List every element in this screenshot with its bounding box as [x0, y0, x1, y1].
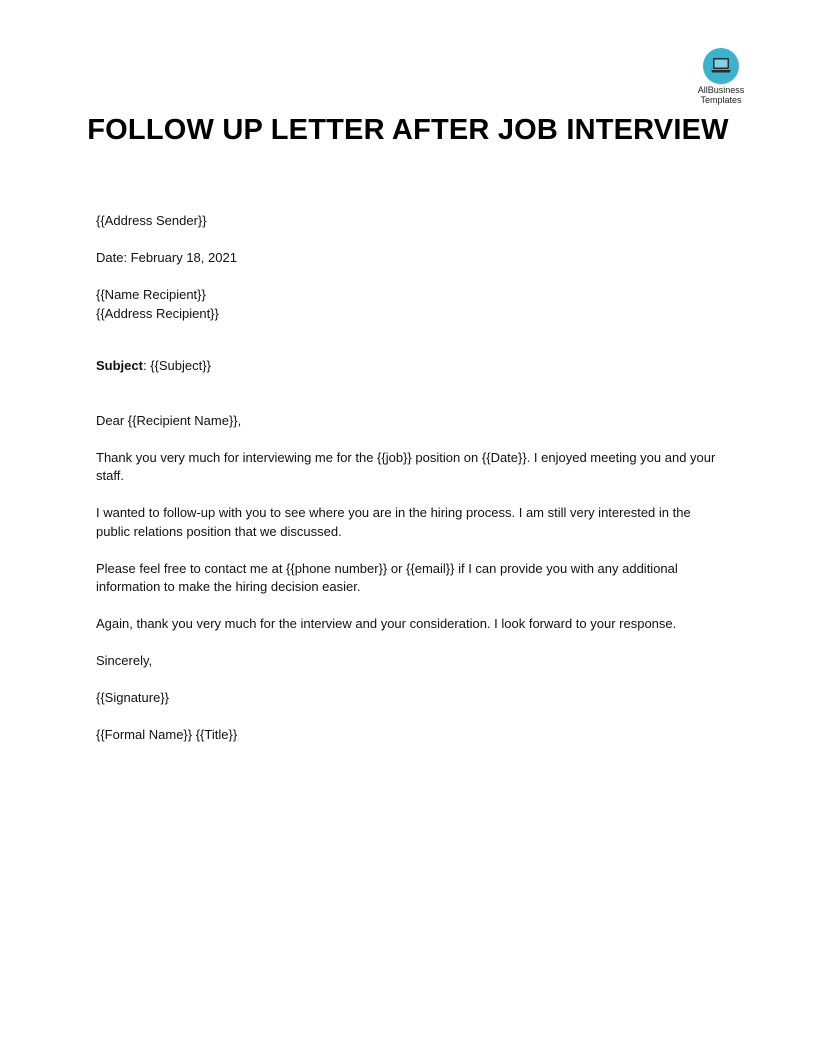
paragraph-4: Again, thank you very much for the interview and your consideration. I look forward to your response. [96, 616, 677, 631]
name-recipient: {{Name Recipient}} [96, 287, 206, 302]
address-recipient: {{Address Recipient}} [96, 305, 219, 321]
salutation: Dear {{Recipient Name}}, [96, 412, 242, 428]
letter-date: Date: February 18, 2021 [96, 250, 237, 265]
logo-text [690, 85, 752, 105]
document-title: FOLLOW UP LETTER AFTER JOB INTERVIEW [87, 114, 729, 146]
logo-text-line1: AllBusiness [697, 85, 745, 95]
paragraph-3: Please feel free to contact me at {{phone number}} or {{email}} if I can provide you with any additional information to make the hiring decision easier. [96, 560, 678, 594]
paragraph-1: Thank you very much for interviewing me for the {{job}} position on {{Date}}. I enjoyed meeting you and your staff. [96, 449, 716, 483]
subject-label: Subject [96, 358, 143, 373]
paragraph-2: I wanted to follow-up with you to see where you are in the hiring process. I am still very interested in the public relations position that we discussed. [96, 505, 691, 539]
laptop-icon [703, 48, 739, 84]
address-sender: {{Address Sender}} [96, 213, 207, 228]
closing: Sincerely, [96, 653, 153, 668]
subject-line [96, 357, 726, 376]
logo-text-line2: Templates [700, 95, 742, 105]
subject-value: : {{Subject}} [142, 358, 211, 373]
brand-logo [690, 48, 752, 105]
letter-body [96, 212, 726, 745]
formal-name-title: {{Formal Name}} {{Title}} [96, 727, 238, 742]
signature: {{Signature}} [96, 690, 170, 705]
